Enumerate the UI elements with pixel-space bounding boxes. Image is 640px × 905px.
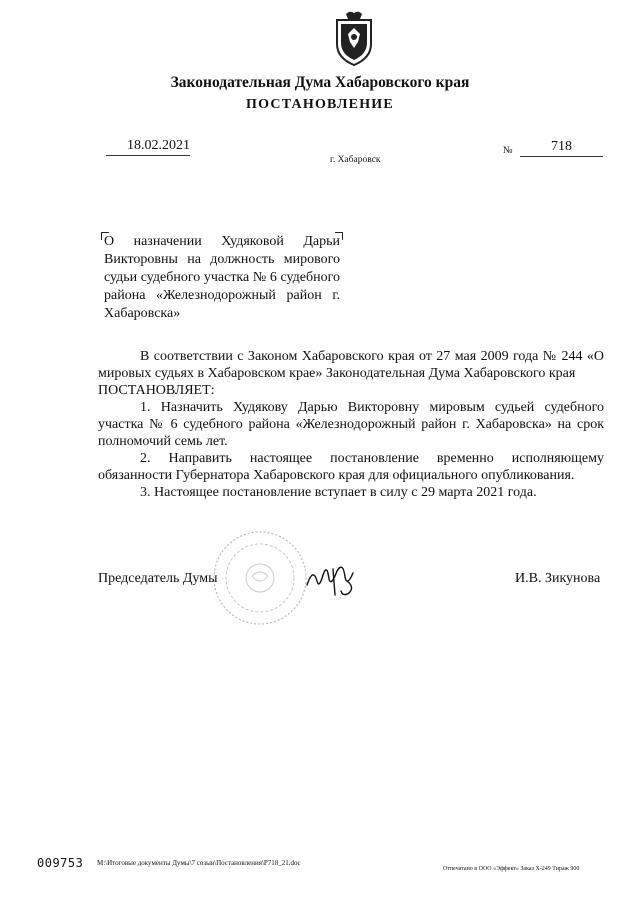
- footer-printer-info: Отпечатано в ООО «Эффект» Заказ Х-249 Тираж 900: [443, 866, 580, 872]
- footer-document-code: 009753: [37, 856, 84, 870]
- body-item-2: 2. Направить настоящее постановление временно исполняющему обязанности Губернатора Хабаровского края для официального опубликования.: [98, 451, 604, 483]
- body-resolves-heading: ПОСТАНОВЛЯЕТ:: [98, 383, 215, 398]
- coat-of-arms-emblem: [332, 10, 376, 68]
- signatory-title: Председатель Думы: [98, 571, 218, 586]
- document-body: [98, 348, 604, 501]
- document-subject: О назначении Худяковой Дарьи Викторовны на должность мирового судьи судебного участка № 6 судебного района «Железнодорожный район г. Хабаровска»: [104, 234, 340, 321]
- organization-title: Законодательная Дума Хабаровского края: [170, 74, 470, 91]
- number-label: №: [503, 145, 513, 156]
- body-item-3: 3. Настоящее постановление вступает в силу с 29 марта 2021 года.: [140, 485, 537, 500]
- body-preamble: В соответствии с Законом Хабаровского края от 27 мая 2009 года № 244 «О мировых судьях в Хабаровском крае» Законодательная Дума Хабаровского края: [98, 349, 604, 381]
- document-type: ПОСТАНОВЛЕНИЕ: [246, 97, 394, 112]
- document-number: 718: [520, 139, 603, 157]
- document-date: 18.02.2021: [106, 138, 190, 156]
- footer-file-path: М:\Итоговые документы Думы\7 созыв\Постановления\Р718_21.doc: [97, 859, 301, 867]
- signatory-name: И.В. Зикунова: [515, 571, 601, 586]
- official-seal-stamp: [210, 528, 310, 628]
- body-item-1: 1. Назначить Худякову Дарью Викторовну мировым судьей судебного участка № 6 судебного района «Железнодорожный район г. Хабаровска» на срок полномочий семь лет.: [98, 400, 604, 449]
- document-city: г. Хабаровск: [330, 155, 381, 165]
- handwritten-signature: [303, 557, 361, 599]
